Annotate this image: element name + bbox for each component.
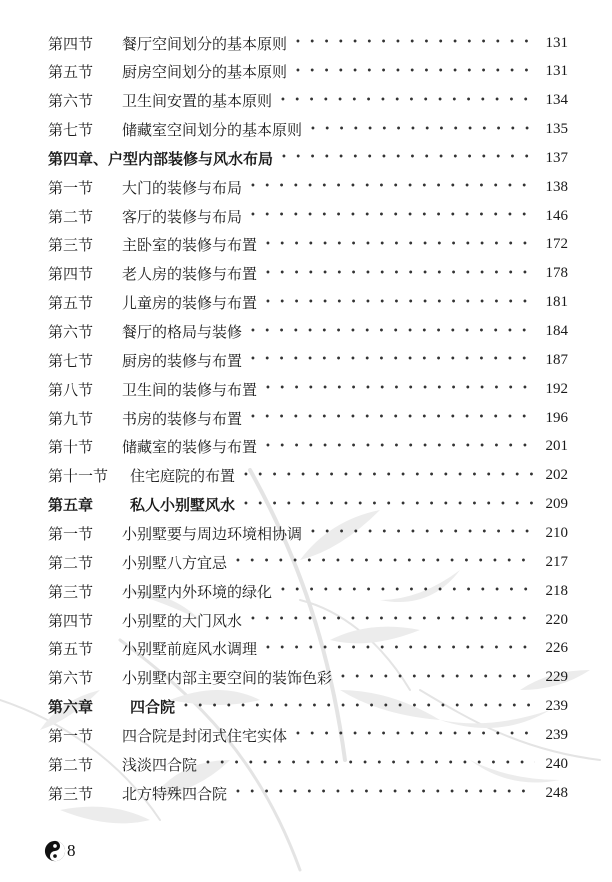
toc-page-number: 218: [545, 582, 568, 599]
toc-leader-dots: [205, 759, 535, 769]
toc-leader-dots: [340, 673, 535, 683]
toc-title: 老人房的装修与布置: [122, 265, 258, 284]
toc-leader-dots: [243, 471, 535, 481]
toc-page-number: 248: [545, 784, 568, 801]
toc-page-number: 131: [545, 63, 568, 80]
toc-title: 小别墅内部主要空间的装饰色彩: [122, 669, 333, 688]
toc-section-row[interactable]: [48, 637, 568, 661]
toc-page-number: 146: [545, 207, 568, 224]
toc-title: 四合院: [130, 698, 176, 717]
toc-title: 客厅的装修与布局: [122, 207, 243, 226]
toc-number: 第一节: [48, 178, 94, 197]
toc-page-number: 181: [545, 294, 568, 311]
toc-title: 浅淡四合院: [122, 755, 198, 774]
toc-section-row[interactable]: [48, 320, 568, 344]
toc-number: 第四节: [48, 611, 94, 630]
toc-page-number: 226: [545, 640, 568, 657]
toc-section-row[interactable]: [48, 262, 568, 286]
toc-title: 小别墅八方宜忌: [122, 553, 228, 572]
toc-title: 厨房的装修与布置: [122, 351, 243, 370]
toc-section-row[interactable]: [48, 89, 568, 113]
toc-page-number: 137: [545, 149, 568, 166]
toc-title: 四合院是封闭式住宅实体: [122, 726, 288, 745]
toc-page-number: 240: [545, 755, 568, 772]
toc-number: 第一节: [48, 726, 94, 745]
toc-number: 第六节: [48, 92, 94, 111]
toc-title: 私人小别墅风水: [130, 496, 236, 515]
toc-title: 大门的装修与布局: [122, 178, 243, 197]
toc-chapter-row[interactable]: [48, 493, 568, 517]
toc-chapter-row[interactable]: [48, 146, 568, 170]
toc-title: 餐厅空间划分的基本原则: [122, 34, 288, 53]
toc-number: 第四节: [48, 265, 94, 284]
toc-section-row[interactable]: [48, 348, 568, 372]
toc-page-number: 239: [545, 698, 568, 715]
toc-leader-dots: [250, 327, 535, 337]
toc-section-row[interactable]: [48, 464, 568, 488]
toc-page-number: 184: [545, 323, 568, 339]
toc-section-row[interactable]: [48, 233, 568, 257]
toc-section-row[interactable]: [48, 118, 568, 142]
toc-page-number: 131: [545, 34, 568, 51]
toc-section-row[interactable]: [48, 406, 568, 430]
toc-section-row[interactable]: [48, 377, 568, 401]
toc-page-number: 134: [545, 92, 568, 109]
toc-number: 第五章: [48, 496, 94, 515]
toc-number: 第二节: [48, 207, 94, 226]
toc-leader-dots: [235, 788, 535, 798]
toc-number: 第六节: [48, 323, 94, 341]
toc-section-row[interactable]: [48, 175, 568, 199]
toc-title: 小别墅前庭风水调理: [122, 640, 258, 659]
toc-leader-dots: [310, 528, 535, 538]
toc-leader-dots: [281, 153, 535, 163]
toc-title: 书房的装修与布置: [122, 409, 243, 428]
toc-title: 主卧室的装修与布置: [122, 236, 258, 255]
toc-section-row[interactable]: [48, 550, 568, 574]
toc-page-number: 202: [545, 467, 568, 484]
toc-section-row[interactable]: [48, 435, 568, 459]
toc-title: 小别墅要与周边环境相协调: [122, 524, 303, 543]
toc-number: 第十一节: [48, 467, 109, 486]
toc-leader-dots: [250, 355, 535, 365]
toc-leader-dots: [310, 125, 535, 135]
toc-leader-dots: [280, 96, 535, 106]
toc-number: 第七节: [48, 351, 94, 370]
toc-number: 第四章、: [48, 149, 109, 168]
toc-page-number: 196: [545, 409, 568, 426]
toc-page-number: 220: [545, 611, 568, 628]
toc-number: 第六节: [48, 669, 94, 688]
toc-title: 厨房空间划分的基本原则: [122, 63, 288, 82]
toc-leader-dots: [250, 182, 535, 192]
toc-title: 儿童房的装修与布置: [122, 294, 258, 313]
toc-page-number: 239: [545, 726, 568, 743]
toc-title: 户型内部装修与风水布局: [108, 149, 274, 168]
toc-number: 第二节: [48, 755, 94, 774]
toc-section-row[interactable]: [48, 31, 568, 55]
toc-section-row[interactable]: [48, 60, 568, 84]
toc-title: 住宅庭院的布置: [130, 467, 236, 486]
toc-number: 第五节: [48, 63, 94, 82]
toc-number: 第三节: [48, 236, 94, 255]
toc-number: 第五节: [48, 294, 94, 313]
toc-number: 第五节: [48, 640, 94, 659]
toc-leader-dots: [295, 38, 535, 48]
toc-number: 第十节: [48, 438, 94, 457]
toc-section-row[interactable]: [48, 204, 568, 228]
toc-chapter-row[interactable]: [48, 695, 568, 719]
toc-leader-dots: [265, 269, 535, 279]
toc-page-number: 187: [545, 351, 568, 368]
toc-title: 卫生间的装修与布置: [122, 380, 258, 399]
toc-section-row[interactable]: [48, 666, 568, 690]
toc-number: 第三节: [48, 784, 94, 803]
toc-leader-dots: [265, 240, 535, 250]
toc-title: 北方特殊四合院: [122, 784, 228, 803]
toc-number: 第八节: [48, 380, 94, 399]
toc-leader-dots: [295, 730, 535, 740]
toc-leader-dots: [265, 298, 535, 308]
toc-number: 第三节: [48, 582, 94, 601]
toc-page-number: 210: [545, 524, 568, 541]
toc-leader-dots: [183, 702, 535, 712]
toc-page-number: 138: [545, 178, 568, 195]
toc-page-number: 209: [545, 496, 568, 513]
toc-section-row[interactable]: [48, 752, 568, 776]
toc-section-row[interactable]: [48, 608, 568, 632]
toc-title: 小别墅内外环境的绿化: [122, 582, 273, 601]
toc-page-number: 201: [545, 438, 568, 455]
toc-page-number: 172: [545, 236, 568, 253]
toc-section-row[interactable]: [48, 291, 568, 315]
toc-section-row[interactable]: [48, 579, 568, 603]
toc-page-number: 192: [545, 380, 568, 397]
toc-number: 第七节: [48, 121, 94, 140]
toc-number: 第二节: [48, 553, 94, 572]
toc-title: 卫生间安置的基本原则: [122, 92, 273, 111]
toc-section-row[interactable]: [48, 521, 568, 545]
toc-title: 餐厅的格局与装修: [122, 323, 243, 341]
toc-title: 储藏室的装修与布置: [122, 438, 258, 457]
toc-page-number: 135: [545, 121, 568, 138]
toc-leader-dots: [250, 211, 535, 221]
toc-leader-dots: [250, 413, 535, 423]
toc-leader-dots: [280, 586, 535, 596]
toc-leader-dots: [295, 67, 535, 77]
toc-leader-dots: [235, 557, 535, 567]
toc-page-number: 229: [545, 669, 568, 686]
toc-leader-dots: [250, 615, 535, 625]
toc-leader-dots: [265, 384, 535, 394]
toc-section-row[interactable]: [48, 723, 568, 747]
toc-number: 第九节: [48, 409, 94, 428]
toc-title: 小别墅的大门风水: [122, 611, 243, 630]
toc-leader-dots: [265, 644, 535, 654]
toc-page-number: 217: [545, 553, 568, 570]
toc-title: 储藏室空间划分的基本原则: [122, 121, 303, 140]
toc-leader-dots: [243, 500, 535, 510]
toc-number: 第一节: [48, 524, 94, 543]
toc-section-row[interactable]: [48, 781, 568, 805]
toc-number: 第六章: [48, 698, 94, 717]
page-number: 8: [67, 841, 76, 860]
toc-leader-dots: [265, 442, 535, 452]
yin-yang-icon: [44, 840, 66, 862]
toc-number: 第四节: [48, 34, 94, 53]
toc-page-number: 178: [545, 265, 568, 282]
page-footer: [44, 838, 76, 864]
